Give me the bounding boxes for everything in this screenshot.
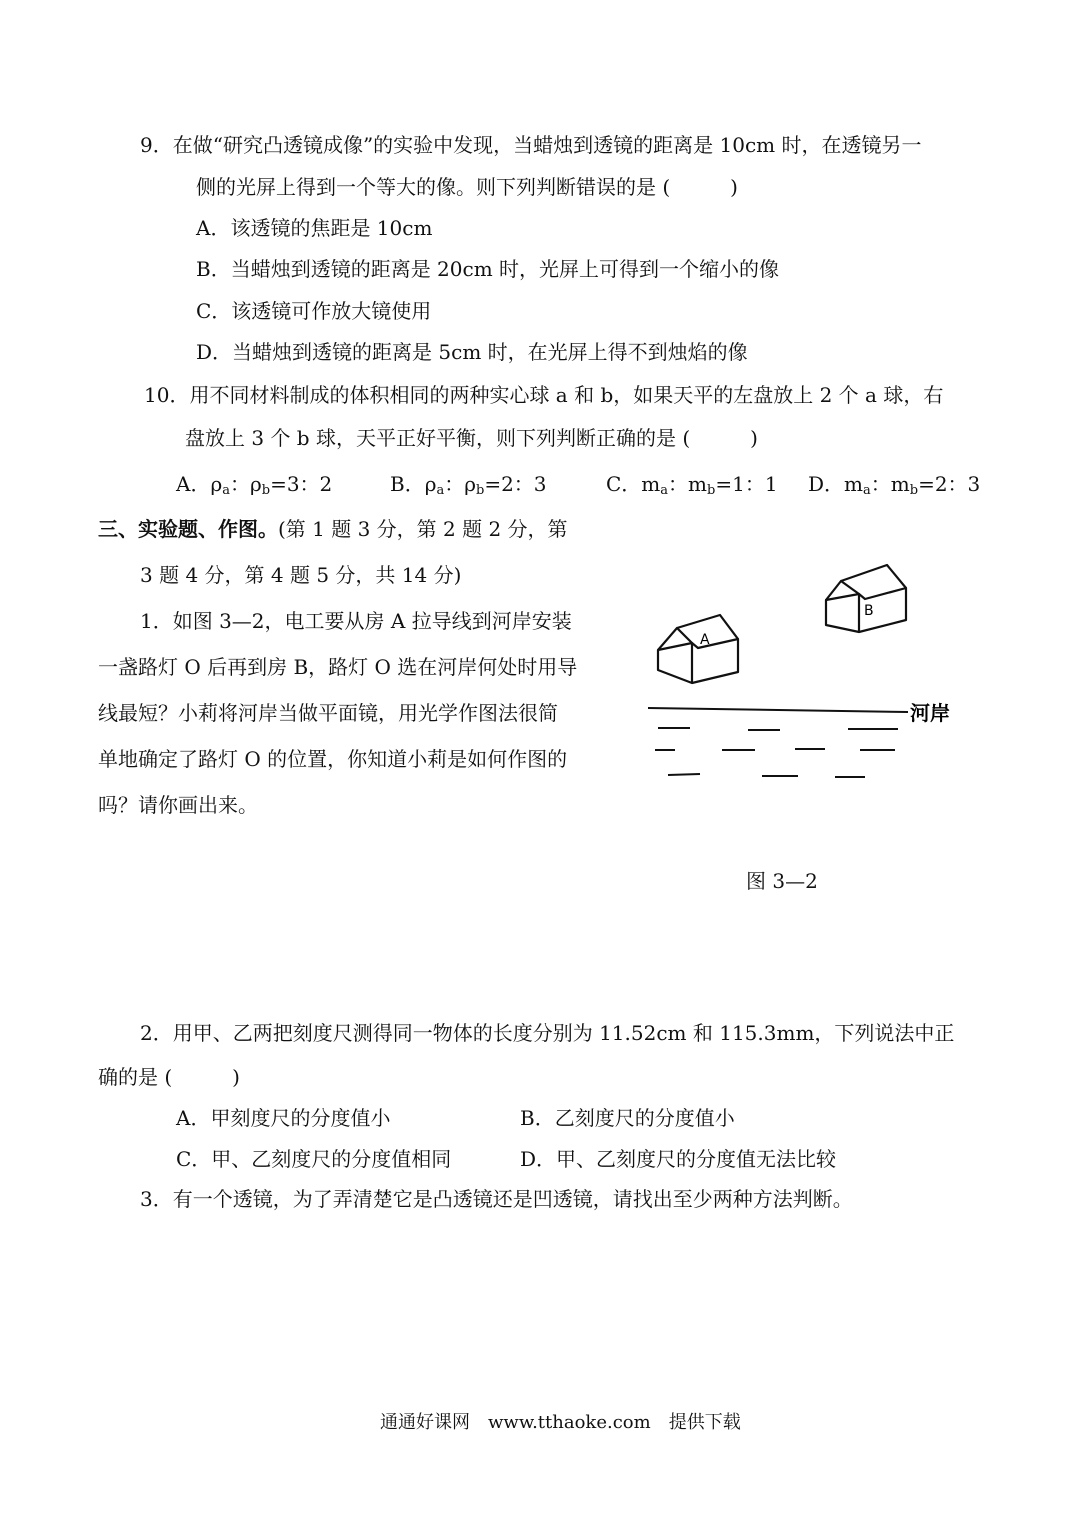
q10-a-sub1: a xyxy=(222,483,230,498)
house-b-drawing xyxy=(826,565,906,632)
q10-c-part3: =1：1 xyxy=(715,472,778,496)
figure-caption: 图 3—2 xyxy=(746,869,818,893)
section-scoring-line2: 3 题 4 分，第 4 题 5 分，共 14 分) xyxy=(140,563,462,587)
q10-a-part1: A．ρ xyxy=(176,472,223,496)
house-b-label: B xyxy=(864,603,874,619)
q10-option-c xyxy=(606,471,778,504)
p1-line5: 吗？请你画出来。 xyxy=(98,793,258,817)
q10-option-b xyxy=(390,471,547,504)
p1-line1: 1．如图 3—2，电工要从房 A 拉导线到河岸安装 xyxy=(140,609,572,633)
q10-c-sub1: a xyxy=(660,483,669,498)
p2-option-a: A．甲刻度尺的分度值小 xyxy=(176,1106,391,1130)
p2-option-c: C．甲、乙刻度尺的分度值相同 xyxy=(176,1147,452,1171)
river-lines xyxy=(648,708,908,777)
house-a-label: A xyxy=(700,632,710,648)
q10-c-part2: ：m xyxy=(668,472,708,496)
q10-b-part3: =2：3 xyxy=(484,472,547,496)
q9-stem-line1: 9．在做“研究凸透镜成像”的实验中发现，当蜡烛到透镜的距离是 10cm 时，在透镜另一 xyxy=(140,133,922,157)
q9-stem-line2: 侧的光屏上得到一个等大的像。则下列判断错误的是 ( ) xyxy=(196,175,738,199)
p1-line2: 一盏路灯 O 后再到房 B，路灯 O 选在河岸何处时用导 xyxy=(98,655,578,679)
q10-a-part2: ：ρ xyxy=(229,472,262,496)
q10-b-part1: B．ρ xyxy=(390,472,437,496)
q10-c-sub2: b xyxy=(707,483,716,498)
q10-b-part2: ：ρ xyxy=(444,472,476,496)
q10-a-sub2: b xyxy=(261,483,271,498)
q10-d-part2: ：m xyxy=(870,472,910,496)
page-footer: 通通好课网 www.tthaoke.com 提供下载 xyxy=(380,1412,741,1433)
q10-stem-line2: 盘放上 3 个 b 球，天平正好平衡，则下列判断正确的是 ( ) xyxy=(185,426,758,450)
q10-d-part1: D．m xyxy=(808,472,863,496)
section-title: 三、实验题、作图。 xyxy=(98,517,278,541)
p2-option-b: B．乙刻度尺的分度值小 xyxy=(520,1106,735,1130)
q10-option-a xyxy=(176,471,332,504)
river-bank-label: 河岸 xyxy=(910,701,950,725)
p1-line3: 线最短？小莉将河岸当做平面镜，用光学作图法很简 xyxy=(98,701,558,725)
q9-option-d: D．当蜡烛到透镜的距离是 5cm 时，在光屏上得不到烛焰的像 xyxy=(196,340,748,364)
q10-d-part3: =2：3 xyxy=(918,472,981,496)
q10-d-sub2: b xyxy=(909,483,919,498)
p2-line1: 2．用甲、乙两把刻度尺测得同一物体的长度分别为 11.52cm 和 115.3mm，下列说法中正 xyxy=(140,1021,955,1045)
q10-d-sub1: a xyxy=(863,483,871,498)
p3-line1: 3．有一个透镜，为了弄清楚它是凸透镜还是凹透镜，请找出至少两种方法判断。 xyxy=(140,1187,853,1211)
figure-houses-river xyxy=(640,560,980,800)
q9-option-b: B．当蜡烛到透镜的距离是 20cm 时，光屏上可得到一个缩小的像 xyxy=(196,257,780,281)
p2-line2: 确的是 ( ) xyxy=(98,1065,240,1089)
section-heading xyxy=(98,516,568,542)
q9-option-a: A．该透镜的焦距是 10cm xyxy=(196,216,433,240)
house-a-drawing xyxy=(658,615,738,683)
q10-b-sub1: a xyxy=(436,483,445,498)
section-scoring-line1: (第 1 题 3 分，第 2 题 2 分，第 xyxy=(278,517,568,541)
q10-option-d xyxy=(808,471,980,504)
q10-a-part3: =3：2 xyxy=(270,472,333,496)
p1-line4: 单地确定了路灯 O 的位置，你知道小莉是如何作图的 xyxy=(98,747,568,771)
q10-c-part1: C．m xyxy=(606,472,661,496)
q9-option-c: C．该透镜可作放大镜使用 xyxy=(196,299,432,323)
q10-stem-line1: 10．用不同材料制成的体积相同的两种实心球 a 和 b，如果天平的左盘放上 2 个 a 球，右 xyxy=(144,383,944,407)
q10-b-sub2: b xyxy=(476,483,485,498)
p2-option-d: D．甲、乙刻度尺的分度值无法比较 xyxy=(520,1147,837,1171)
